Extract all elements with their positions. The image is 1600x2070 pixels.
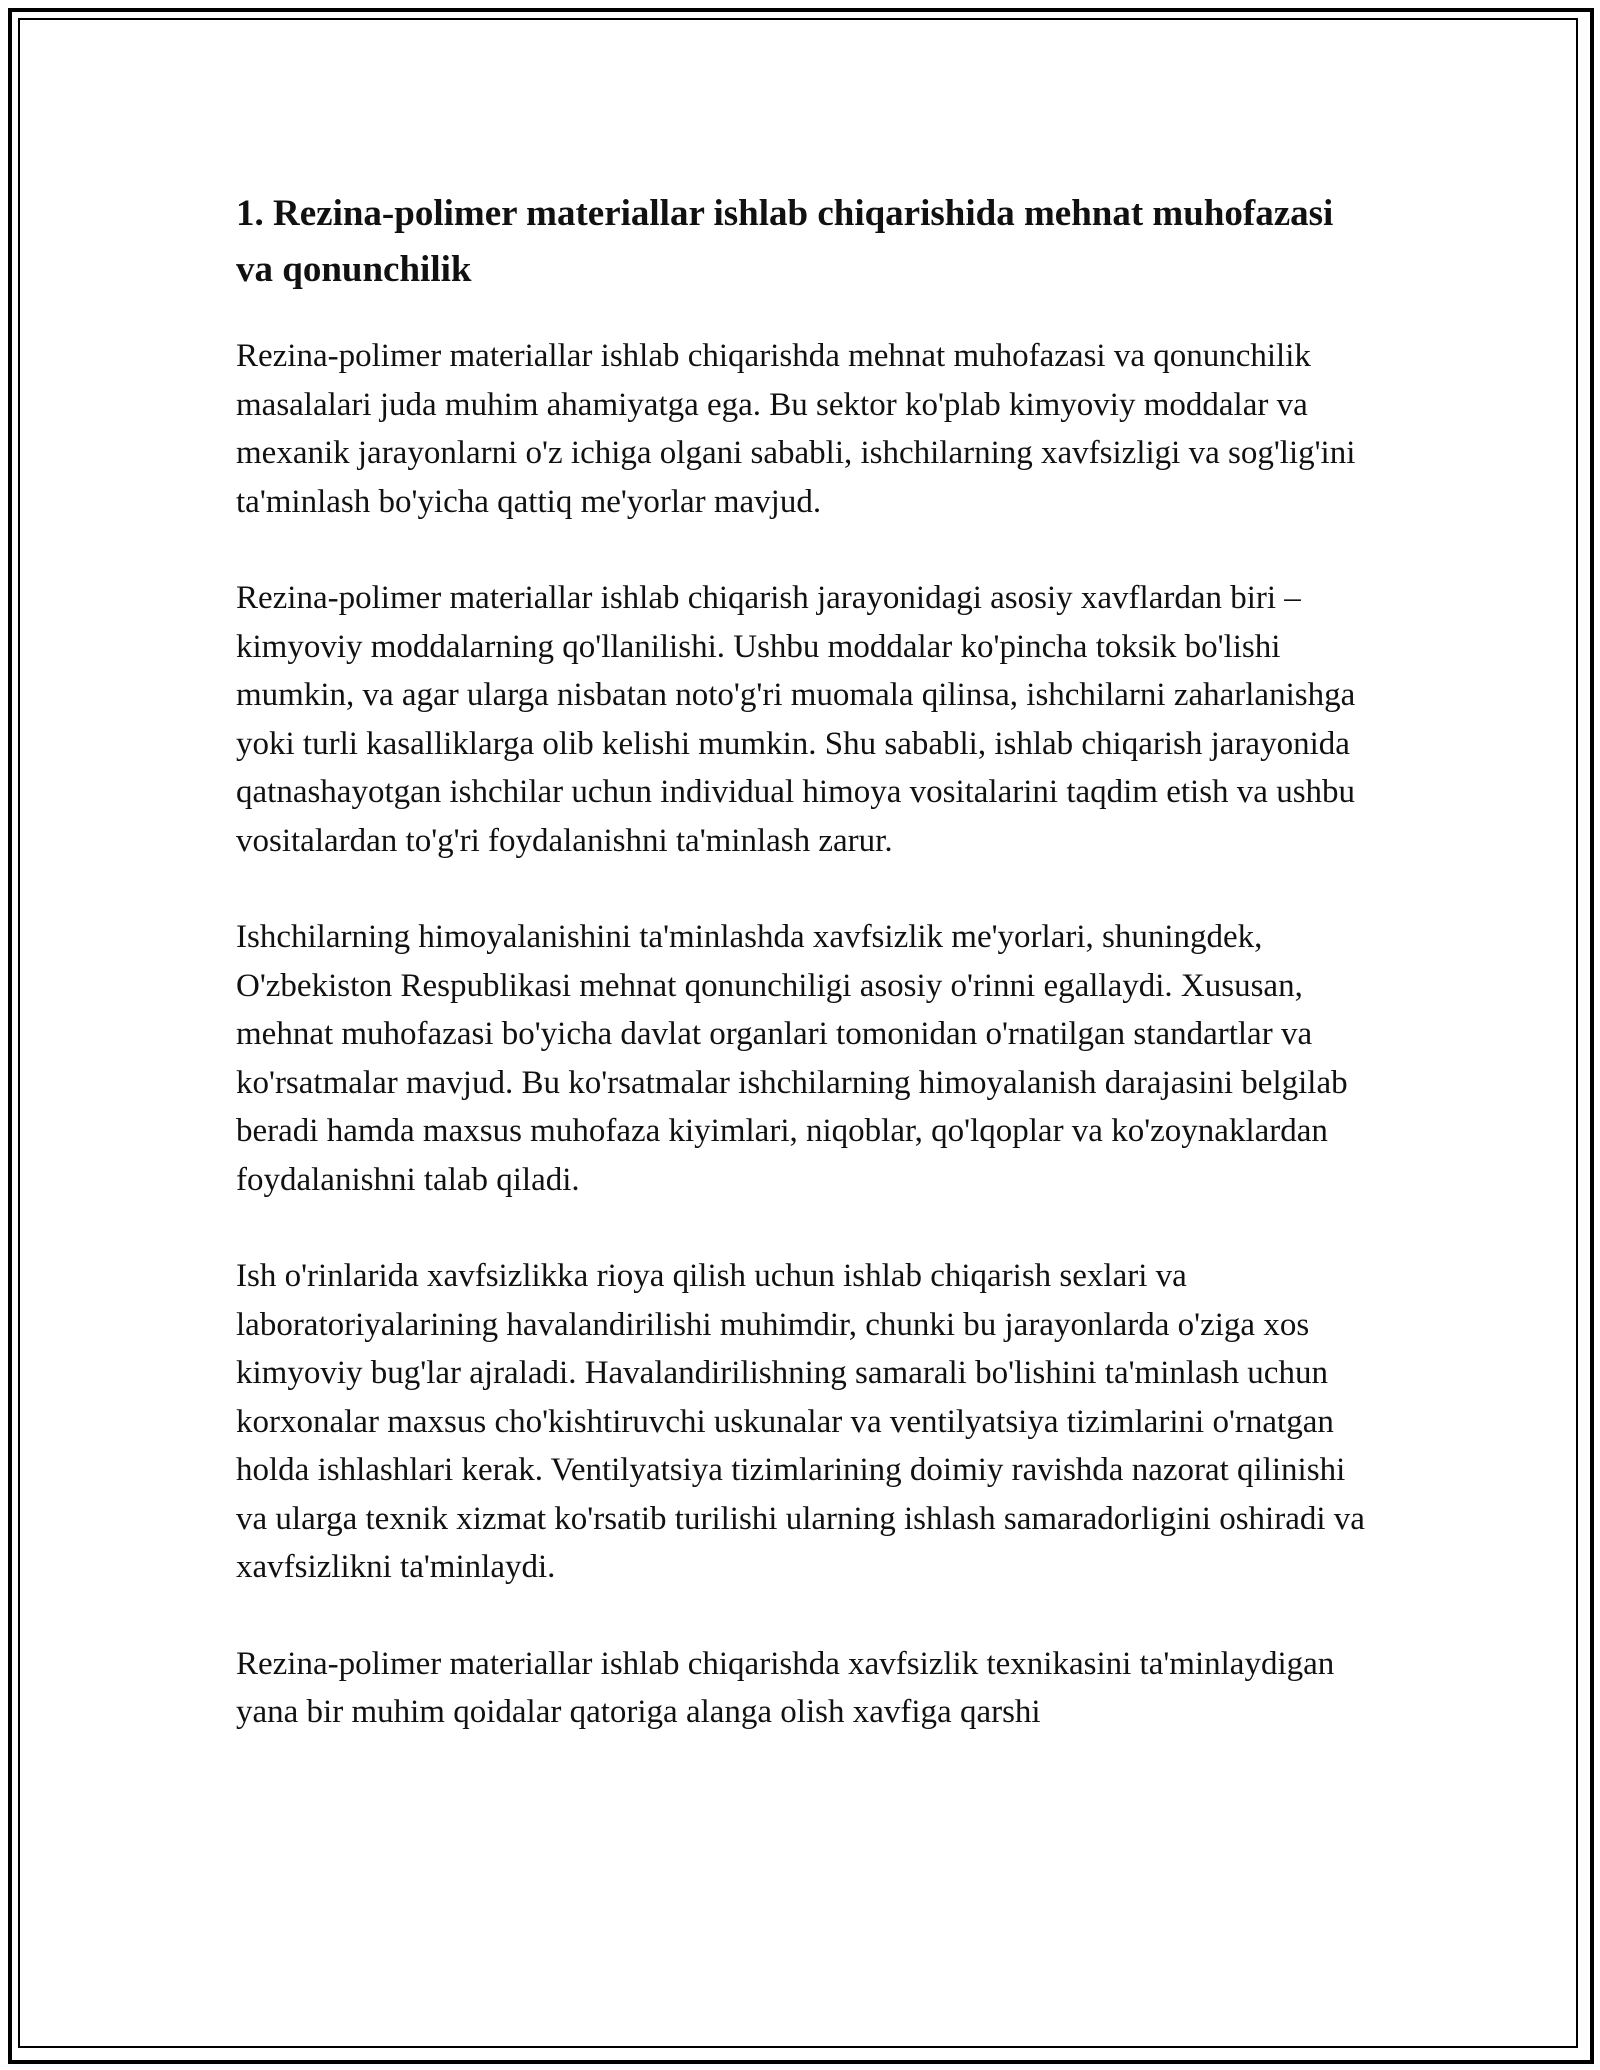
paragraph-4: Ish o'rinlarida xavfsizlikka rioya qilish uchun ishlab chiqarish sexlari va laboratoriyalarining havalandirilishi muhimdir, chunki bu jarayonlarda o'ziga xos kimyoviy bug'lar ajraladi. Havalandirilishning samarali bo'lishini ta'minlash uchun korxonalar maxsus cho'kishtiruvchi uskunalar va ventilyatsiya tizimlarini o'rnatgan holda ishlashlari kerak. Ventilyatsiya tizimlarining doimiy ravishda nazorat qilinishi va ularga texnik xizmat ko'rsatib turilishi ularning ishlash samaradorligini oshiradi va xavfsizlikni ta'minlaydi. <box>236 1258 1365 1585</box>
document-title: 1. Rezina-polimer materiallar ishlab chiqarishida mehnat muhofazasi va qonunchilik <box>236 193 1334 290</box>
document-body <box>236 186 1366 1785</box>
paragraph-5: Rezina-polimer materiallar ishlab chiqarishda xavfsizlik texnikasini ta'minlaydigan yana bir muhim qoidalar qatoriga alanga olish xavfiga qarshi <box>236 1645 1335 1730</box>
paragraph-2: Rezina-polimer materiallar ishlab chiqarish jarayonidagi asosiy xavflardan biri – kimyoviy moddalarning qo'llanilishi. Ushbu moddalar ko'pincha toksik bo'lishi mumkin, va agar ularga nisbatan noto'g'ri muomala qilinsa, ishchilarni zaharlanishga yoki turli kasalliklarga olib kelishi mumkin. Shu sababli, ishlab chiqarish jarayonida qatnashayotgan ishchilar uchun individual himoya vositalarini taqdim etish va ushbu vositalardan to'g'ri foydalanishni ta'minlash zarur. <box>236 580 1356 859</box>
paragraph-3: Ishchilarning himoyalanishini ta'minlashda xavfsizlik me'yorlari, shuningdek, O'zbekiston Respublikasi mehnat qonunchiligi asosiy o'rinni egallaydi. Xususan, mehnat muhofazasi bo'yicha davlat organlari tomonidan o'rnatilgan standartlar va ko'rsatmalar mavjud. Bu ko'rsatmalar ishchilarning himoyalanish darajasini belgilab beradi hamda maxsus muhofaza kiyimlari, niqoblar, qo'lqoplar va ko'zoynaklardan foydalanishni talab qiladi. <box>236 919 1348 1198</box>
paragraph-1: Rezina-polimer materiallar ishlab chiqarishda mehnat muhofazasi va qonunchilik masalalari juda muhim ahamiyatga ega. Bu sektor ko'plab kimyoviy moddalar va mexanik jarayonlarni o'z ichiga olgani sababli, ishchilarning xavfsizligi va sog'lig'ini ta'minlash bo'yicha qattiq me'yorlar mavjud. <box>236 338 1356 520</box>
